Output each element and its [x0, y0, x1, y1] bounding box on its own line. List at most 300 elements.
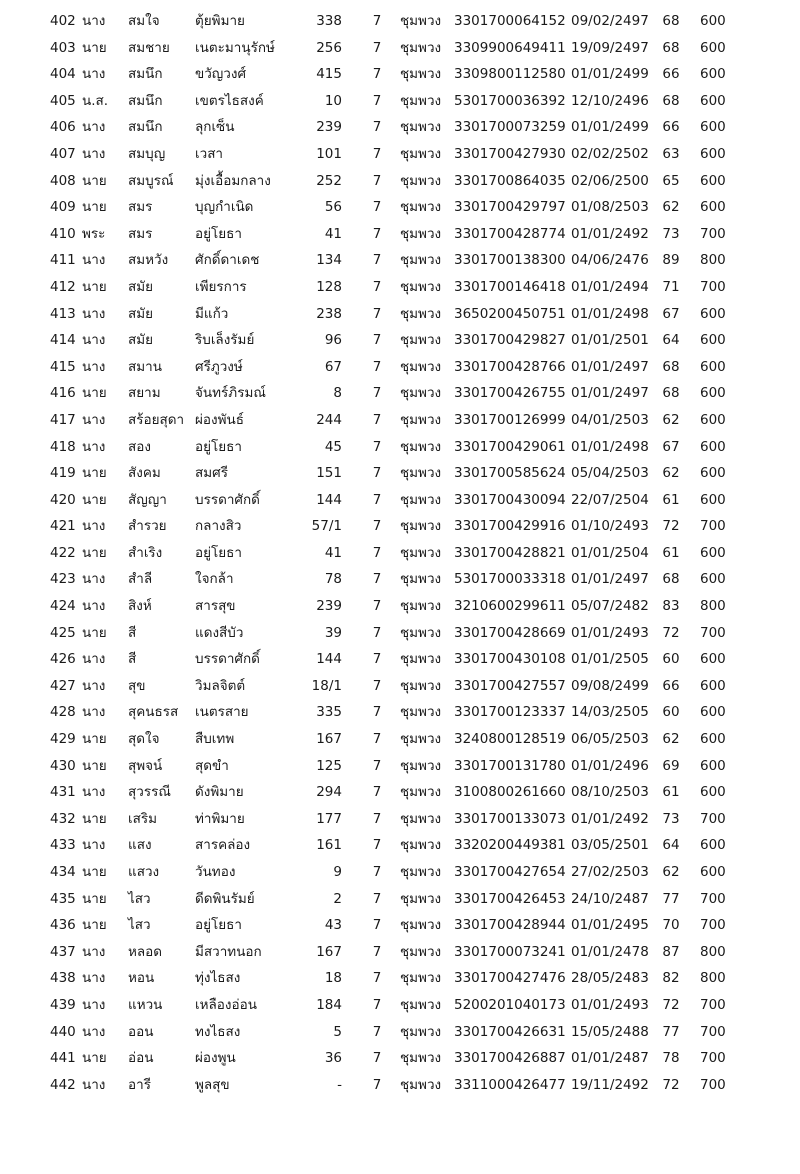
title-prefix: นาย [82, 624, 107, 641]
birth-date: 09/08/2499 [571, 677, 649, 694]
citizen-id: 3210600299611 [454, 598, 566, 615]
age: 72 [662, 518, 680, 535]
age: 61 [662, 544, 680, 561]
allowance-amount: 600 [700, 571, 726, 588]
row-number: 439 [50, 996, 76, 1013]
table-row [0, 1019, 800, 1046]
citizen-id: 3301700427557 [454, 677, 566, 694]
first-name: สังคม [128, 465, 161, 482]
first-name: สมบุญ [128, 145, 166, 162]
citizen-id: 3100800261660 [454, 784, 566, 801]
citizen-id: 5200201040173 [454, 996, 566, 1013]
title-prefix: นาย [82, 731, 107, 748]
title-prefix: นาง [82, 411, 106, 428]
citizen-id: 3301700138300 [454, 252, 566, 269]
citizen-id: 3301700427930 [454, 145, 566, 162]
village-name: ชุมพวง [400, 332, 442, 349]
table-row [0, 779, 800, 806]
table-row [0, 1045, 800, 1072]
birth-date: 08/10/2503 [571, 784, 649, 801]
first-name: สี [128, 651, 137, 668]
age: 61 [662, 784, 680, 801]
age: 69 [662, 757, 680, 774]
house-number: 167 [316, 731, 342, 748]
title-prefix: นาย [82, 864, 107, 880]
age: 71 [662, 278, 680, 295]
birth-date: 12/10/2496 [571, 92, 649, 109]
citizen-id: 3301700428774 [454, 225, 566, 242]
age: 68 [662, 571, 680, 588]
row-number: 430 [50, 757, 76, 774]
age: 73 [662, 810, 680, 827]
table-row [0, 699, 800, 726]
village-number: 7 [372, 677, 382, 694]
allowance-amount: 600 [700, 305, 726, 322]
last-name: ศักดิ์ดาเดช [195, 252, 260, 269]
birth-date: 05/07/2482 [571, 598, 649, 615]
last-name: ทงไธสง [195, 1023, 241, 1040]
house-number: 338 [316, 13, 342, 29]
birth-date: 01/01/2499 [571, 119, 649, 136]
village-name: ชุมพวง [400, 704, 442, 721]
birth-date: 01/01/2498 [571, 305, 649, 322]
house-number: 244 [316, 411, 342, 428]
citizen-id: 3311000426477 [454, 1076, 566, 1093]
last-name: บุญกำเนิด [195, 199, 254, 216]
title-prefix: นาง [82, 571, 106, 588]
first-name: สำรวย [128, 518, 167, 535]
table-row [0, 327, 800, 354]
village-number: 7 [372, 385, 382, 402]
citizen-id: 3650200450751 [454, 305, 566, 322]
village-name: ชุมพวง [400, 917, 442, 934]
birth-date: 01/01/2497 [571, 571, 649, 588]
village-name: ชุมพวง [400, 1050, 442, 1067]
allowance-amount: 700 [700, 1023, 726, 1040]
first-name: สมนึก [128, 92, 163, 109]
age: 70 [662, 917, 680, 934]
table-row [0, 434, 800, 461]
village-number: 7 [372, 119, 382, 136]
first-name: สุดใจ [128, 731, 160, 748]
house-number: 177 [316, 810, 342, 827]
first-name: สมหวัง [128, 252, 169, 269]
last-name: แดงสีบัว [195, 624, 244, 641]
birth-date: 01/01/2504 [571, 544, 649, 561]
title-prefix: นาย [82, 385, 107, 402]
village-number: 7 [372, 784, 382, 801]
village-name: ชุมพวง [400, 1076, 442, 1093]
first-name: สมัย [128, 278, 154, 295]
first-name: แหวน [128, 996, 163, 1013]
allowance-amount: 700 [700, 518, 726, 535]
age: 72 [662, 624, 680, 641]
village-name: ชุมพวง [400, 624, 442, 641]
first-name: สมชาย [128, 39, 170, 56]
house-number: 238 [316, 305, 342, 322]
house-number: 8 [333, 385, 342, 402]
title-prefix: นาง [82, 598, 106, 615]
last-name: ดีดพินรัมย์ [195, 890, 255, 907]
allowance-amount: 600 [700, 332, 726, 349]
last-name: วันทอง [195, 864, 236, 880]
house-number: 239 [316, 119, 342, 136]
age: 64 [662, 837, 680, 854]
title-prefix: นาง [82, 1076, 106, 1093]
citizen-id: 3301700428944 [454, 917, 566, 934]
birth-date: 28/05/2483 [571, 970, 649, 987]
last-name: กลางสิว [195, 518, 242, 535]
first-name: สมร [128, 199, 153, 216]
birth-date: 03/05/2501 [571, 837, 649, 854]
village-number: 7 [372, 225, 382, 242]
age: 67 [662, 438, 680, 455]
allowance-amount: 700 [700, 1050, 726, 1067]
birth-date: 01/01/2499 [571, 66, 649, 83]
house-number: 96 [324, 332, 342, 349]
village-name: ชุมพวง [400, 66, 442, 83]
birth-date: 19/09/2497 [571, 39, 649, 56]
last-name: ลุกเซ็น [195, 119, 235, 136]
row-number: 412 [50, 278, 76, 295]
title-prefix: นาย [82, 757, 107, 774]
village-name: ชุมพวง [400, 385, 442, 402]
row-number: 440 [50, 1023, 76, 1040]
birth-date: 01/01/2492 [571, 810, 649, 827]
title-prefix: นาง [82, 784, 106, 801]
table-row [0, 88, 800, 115]
allowance-amount: 600 [700, 385, 726, 402]
citizen-id: 3301700146418 [454, 278, 566, 295]
table-row [0, 513, 800, 540]
village-number: 7 [372, 172, 382, 189]
last-name: เนตะมานุรักษ์ [195, 39, 275, 56]
village-number: 7 [372, 571, 382, 588]
table-row [0, 992, 800, 1019]
citizen-id: 3240800128519 [454, 731, 566, 748]
citizen-id: 3301700123337 [454, 704, 566, 721]
house-number: 39 [324, 624, 342, 641]
allowance-amount: 800 [700, 252, 726, 269]
first-name: สมใจ [128, 13, 160, 29]
allowance-amount: 600 [700, 704, 726, 721]
village-name: ชุมพวง [400, 92, 442, 109]
table-row [0, 806, 800, 833]
last-name: พูลสุข [195, 1076, 230, 1093]
first-name: สัญญา [128, 491, 167, 508]
title-prefix: นาง [82, 438, 106, 455]
house-number: 36 [324, 1050, 342, 1067]
village-number: 7 [372, 1076, 382, 1093]
table-row [0, 301, 800, 328]
title-prefix: พระ [82, 225, 106, 242]
row-number: 428 [50, 704, 76, 721]
table-row [0, 35, 800, 62]
village-name: ชุมพวง [400, 39, 442, 56]
village-number: 7 [372, 970, 382, 987]
village-name: ชุมพวง [400, 145, 442, 162]
citizen-id: 3301700429797 [454, 199, 566, 216]
allowance-amount: 600 [700, 39, 726, 56]
village-number: 7 [372, 278, 382, 295]
title-prefix: นาง [82, 66, 106, 83]
allowance-amount: 800 [700, 943, 726, 960]
house-number: 56 [324, 199, 342, 216]
row-number: 417 [50, 411, 76, 428]
last-name: ตุ้ยพิมาย [195, 13, 245, 29]
village-number: 7 [372, 332, 382, 349]
age: 68 [662, 39, 680, 56]
title-prefix: นาย [82, 465, 107, 482]
allowance-amount: 700 [700, 890, 726, 907]
village-number: 7 [372, 996, 382, 1013]
village-number: 7 [372, 704, 382, 721]
title-prefix: นาย [82, 544, 107, 561]
village-name: ชุมพวง [400, 278, 442, 295]
house-number: - [337, 1076, 342, 1093]
house-number: 161 [316, 837, 342, 854]
village-name: ชุมพวง [400, 677, 442, 694]
village-name: ชุมพวง [400, 305, 442, 322]
last-name: อยู่โยธา [195, 544, 242, 561]
allowance-amount: 600 [700, 864, 726, 880]
allowance-amount: 700 [700, 1076, 726, 1093]
birth-date: 19/11/2492 [571, 1076, 649, 1093]
house-number: 125 [316, 757, 342, 774]
table-row [0, 593, 800, 620]
last-name: เวสา [195, 145, 224, 162]
table-row [0, 354, 800, 381]
first-name: สร้อยสุดา [128, 411, 185, 428]
table-row [0, 114, 800, 141]
citizen-id: 3301700428821 [454, 544, 566, 561]
village-number: 7 [372, 252, 382, 269]
birth-date: 01/01/2487 [571, 1050, 649, 1067]
village-name: ชุมพวง [400, 651, 442, 668]
house-number: 335 [316, 704, 342, 721]
birth-date: 01/01/2501 [571, 332, 649, 349]
table-row [0, 566, 800, 593]
citizen-id: 3301700426453 [454, 890, 566, 907]
age: 73 [662, 225, 680, 242]
first-name: สอง [128, 438, 151, 455]
last-name: เนตรสาย [195, 704, 249, 721]
title-prefix: นาย [82, 491, 107, 508]
allowance-amount: 700 [700, 917, 726, 934]
row-number: 433 [50, 837, 76, 854]
table-row [0, 247, 800, 274]
village-number: 7 [372, 544, 382, 561]
last-name: มีสวาทนอก [195, 943, 262, 960]
row-number: 404 [50, 66, 76, 83]
citizen-id: 3301700133073 [454, 810, 566, 827]
last-name: ขวัญวงศ์ [195, 66, 247, 83]
birth-date: 04/01/2503 [571, 411, 649, 428]
village-name: ชุมพวง [400, 864, 442, 880]
allowance-amount: 600 [700, 119, 726, 136]
title-prefix: นาง [82, 704, 106, 721]
birth-date: 01/01/2497 [571, 358, 649, 375]
title-prefix: นาย [82, 278, 107, 295]
age: 62 [662, 411, 680, 428]
birth-date: 01/01/2493 [571, 996, 649, 1013]
village-number: 7 [372, 598, 382, 615]
village-name: ชุมพวง [400, 1023, 442, 1040]
table-row [0, 168, 800, 195]
citizen-id: 3301700585624 [454, 465, 566, 482]
first-name: สมร [128, 225, 153, 242]
village-name: ชุมพวง [400, 119, 442, 136]
age: 89 [662, 252, 680, 269]
age: 66 [662, 66, 680, 83]
table-row [0, 620, 800, 647]
allowance-amount: 600 [700, 438, 726, 455]
house-number: 78 [324, 571, 342, 588]
first-name: สุพจน์ [128, 757, 163, 774]
village-name: ชุมพวง [400, 837, 442, 854]
age: 61 [662, 491, 680, 508]
village-number: 7 [372, 1050, 382, 1067]
title-prefix: นาง [82, 837, 106, 854]
title-prefix: นาย [82, 1050, 107, 1067]
table-row [0, 886, 800, 913]
village-name: ชุมพวง [400, 943, 442, 960]
allowance-amount: 600 [700, 358, 726, 375]
allowance-amount: 800 [700, 970, 726, 987]
village-number: 7 [372, 13, 382, 29]
birth-date: 04/06/2476 [571, 252, 649, 269]
birth-date: 15/05/2488 [571, 1023, 649, 1040]
house-number: 144 [316, 491, 342, 508]
house-number: 18 [324, 970, 342, 987]
title-prefix: นาง [82, 332, 106, 349]
allowance-amount: 600 [700, 92, 726, 109]
row-number: 416 [50, 385, 76, 402]
row-number: 435 [50, 890, 76, 907]
house-number: 252 [316, 172, 342, 189]
title-prefix: น.ส. [82, 92, 109, 109]
age: 68 [662, 358, 680, 375]
first-name: สมาน [128, 358, 162, 375]
row-number: 426 [50, 651, 76, 668]
row-number: 423 [50, 571, 76, 588]
first-name: เสริม [128, 810, 158, 827]
title-prefix: นาย [82, 199, 107, 216]
village-number: 7 [372, 837, 382, 854]
birth-date: 27/02/2503 [571, 864, 649, 880]
birth-date: 01/01/2498 [571, 438, 649, 455]
title-prefix: นาง [82, 305, 106, 322]
village-number: 7 [372, 943, 382, 960]
row-number: 407 [50, 145, 76, 162]
row-number: 425 [50, 624, 76, 641]
age: 64 [662, 332, 680, 349]
birth-date: 02/02/2502 [571, 145, 649, 162]
village-number: 7 [372, 1023, 382, 1040]
row-number: 442 [50, 1076, 76, 1093]
village-number: 7 [372, 890, 382, 907]
birth-date: 01/10/2493 [571, 518, 649, 535]
last-name: บรรดาศักดิ์ [195, 491, 260, 508]
allowance-amount: 600 [700, 411, 726, 428]
age: 68 [662, 92, 680, 109]
birth-date: 01/01/2478 [571, 943, 649, 960]
last-name: ดังพิมาย [195, 784, 244, 801]
table-row [0, 540, 800, 567]
last-name: สารสุข [195, 598, 236, 615]
last-name: เพียรการ [195, 278, 247, 295]
table-row [0, 141, 800, 168]
last-name: จันทร์ภิรมณ์ [195, 385, 266, 402]
age: 72 [662, 1076, 680, 1093]
last-name: บรรดาศักดิ์ [195, 651, 260, 668]
age: 62 [662, 731, 680, 748]
age: 62 [662, 864, 680, 880]
birth-date: 02/06/2500 [571, 172, 649, 189]
village-number: 7 [372, 39, 382, 56]
roster-table [0, 8, 800, 1098]
village-name: ชุมพวง [400, 890, 442, 907]
village-number: 7 [372, 917, 382, 934]
table-row [0, 194, 800, 221]
village-name: ชุมพวง [400, 465, 442, 482]
age: 68 [662, 385, 680, 402]
house-number: 18/1 [311, 677, 342, 694]
age: 66 [662, 677, 680, 694]
allowance-amount: 600 [700, 837, 726, 854]
row-number: 405 [50, 92, 76, 109]
allowance-amount: 600 [700, 651, 726, 668]
house-number: 2 [333, 890, 342, 907]
first-name: ออน [128, 1023, 154, 1040]
citizen-id: 3301700426755 [454, 385, 566, 402]
row-number: 403 [50, 39, 76, 56]
table-row [0, 859, 800, 886]
last-name: อยู่โยธา [195, 917, 242, 934]
row-number: 436 [50, 917, 76, 934]
first-name: สมนึก [128, 119, 163, 136]
first-name: สิงห์ [128, 598, 152, 615]
first-name: สุคนธรส [128, 704, 179, 721]
village-number: 7 [372, 465, 382, 482]
table-row [0, 61, 800, 88]
citizen-id: 3301700429827 [454, 332, 566, 349]
citizen-id: 3301700131780 [454, 757, 566, 774]
house-number: 294 [316, 784, 342, 801]
row-number: 411 [50, 252, 76, 269]
allowance-amount: 600 [700, 784, 726, 801]
house-number: 415 [316, 66, 342, 83]
citizen-id: 3309900649411 [454, 39, 566, 56]
table-row [0, 965, 800, 992]
village-name: ชุมพวง [400, 491, 442, 508]
title-prefix: นาง [82, 651, 106, 668]
house-number: 57/1 [311, 518, 342, 535]
house-number: 134 [316, 252, 342, 269]
age: 72 [662, 996, 680, 1013]
row-number: 422 [50, 544, 76, 561]
last-name: วิมลจิตต์ [195, 677, 246, 694]
age: 82 [662, 970, 680, 987]
first-name: แสวง [128, 864, 160, 880]
title-prefix: นาย [82, 917, 107, 934]
row-number: 432 [50, 810, 76, 827]
house-number: 67 [324, 358, 342, 375]
first-name: หลอด [128, 943, 163, 960]
allowance-amount: 600 [700, 66, 726, 83]
title-prefix: นาย [82, 890, 107, 907]
village-name: ชุมพวง [400, 810, 442, 827]
